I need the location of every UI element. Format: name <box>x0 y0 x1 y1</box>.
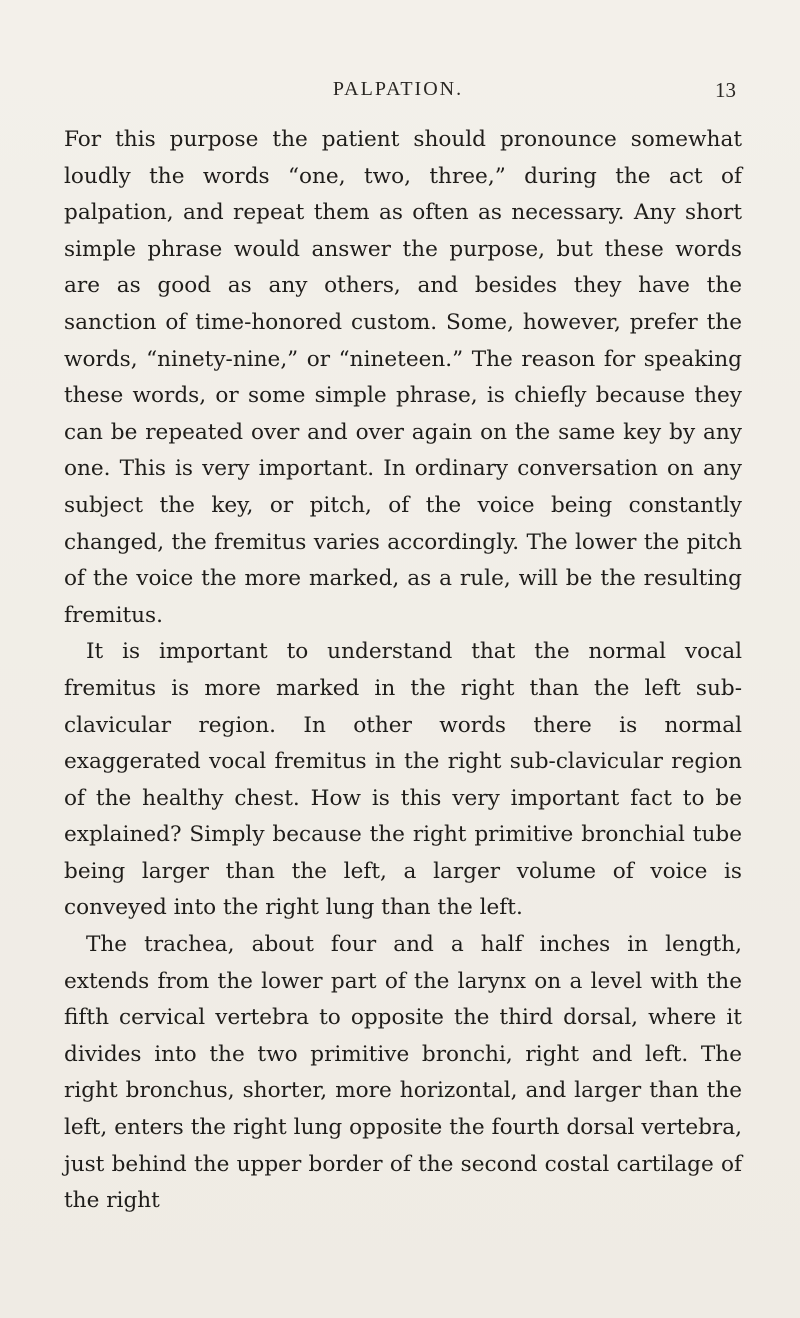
paragraph-1: For this purpose the patient should pronounce somewhat loudly the words “one, two, three,” during the act of palpation, and repeat them as often as necessary. Any short simple phrase would answer the purpose, but these words are as good as any others, and besides they have the sanction of time-honored custom. Some, however, prefer the words, “ninety-nine,” or “nineteen.” The reason for speaking these words, or some simple phrase, is chiefly because they can be repeated over and over again on the same key by any one. This is very important. In ordinary conversation on any subject the key, or pitch, of the voice being constantly changed, the fremitus varies accordingly. The lower the pitch of the voice the more marked, as a rule, will be the resulting fremitus. <box>64 127 742 628</box>
paragraph-2: It is important to understand that the normal vocal fremitus is more marked in the right than the left sub-clavicular region. In other words there is normal exaggerated vocal fremitus in the right sub-clavicular region of the healthy chest. How is this very important fact to be explained? Simply because the right primitive bronchial tube being larger than the left, a larger volume of voice is conveyed into the right lung than the left. <box>64 639 742 921</box>
running-title: PALPATION. <box>332 78 464 100</box>
body-text <box>64 122 742 1220</box>
running-head <box>60 78 736 108</box>
paragraph-3: The trachea, about four and a half inches in length, extends from the lower part of the larynx on a level with the fifth cervical vertebra to opposite the third dorsal, where it divides into the two primitive bronchi, right and left. The right bronchus, shorter, more horizontal, and larger than the left, enters the right lung opposite the fourth dorsal vertebra, just behind the upper border of the second costal cartilage of the right <box>64 932 742 1214</box>
page-number: 13 <box>715 78 736 102</box>
